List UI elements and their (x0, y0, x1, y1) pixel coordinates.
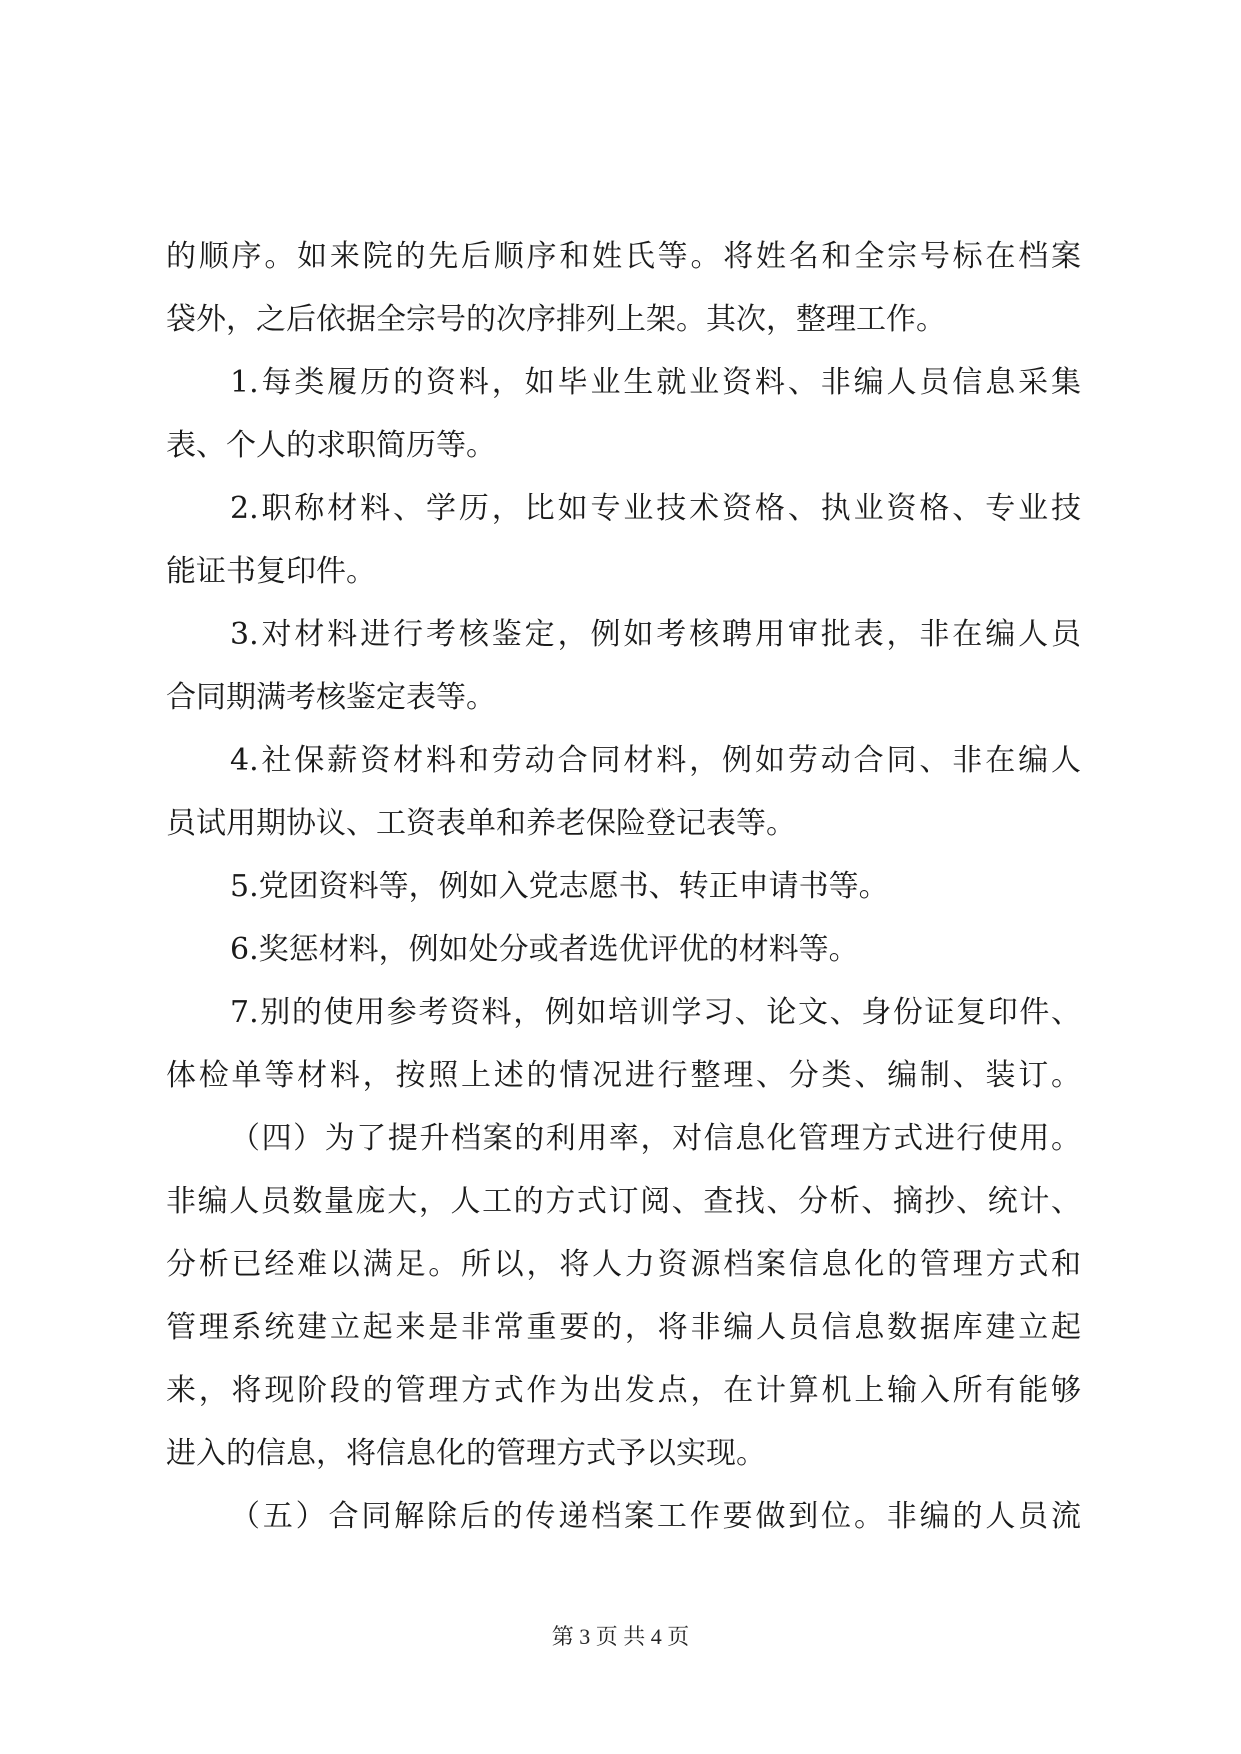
text-line: 能证书复印件。 (166, 554, 376, 589)
list-item-1: 1.每类履历的资料，如毕业生就业资料、非编人员信息采集 (230, 365, 1081, 400)
text-line: 袋外，之后依据全宗号的次序排列上架。其次，整理工作。 (166, 302, 946, 337)
list-item-4: 4.社保薪资材料和劳动合同材料，例如劳动合同、非在编人 (230, 743, 1081, 778)
list-item-2: 2.职称材料、学历，比如专业技术资格、执业资格、专业技 (230, 491, 1081, 526)
text-line: 分析已经难以满足。所以，将人力资源档案信息化的管理方式和 (166, 1247, 1081, 1282)
text-line: 体检单等材料，按照上述的情况进行整理、分类、编制、装订。 (166, 1058, 1081, 1093)
text-line: 管理系统建立起来是非常重要的，将非编人员信息数据库建立起 (166, 1310, 1081, 1345)
text-line: 表、个人的求职简历等。 (166, 428, 496, 463)
text-line: 合同期满考核鉴定表等。 (166, 680, 496, 715)
section-heading-5: （五）合同解除后的传递档案工作要做到位。非编的人员流 (230, 1499, 1081, 1534)
text-line: 非编人员数量庞大，人工的方式订阅、查找、分析、摘抄、统计、 (166, 1184, 1081, 1219)
text-line: 的顺序。如来院的先后顺序和姓氏等。将姓名和全宗号标在档案 (166, 239, 1081, 274)
list-item-5: 5.党团资料等，例如入党志愿书、转正申请书等。 (230, 869, 889, 904)
section-heading-4: （四）为了提升档案的利用率，对信息化管理方式进行使用。 (230, 1121, 1081, 1156)
text-line: 进入的信息，将信息化的管理方式予以实现。 (166, 1436, 766, 1471)
list-item-3: 3.对材料进行考核鉴定，例如考核聘用审批表，非在编人员 (230, 617, 1081, 652)
text-line: 员试用期协议、工资表单和养老保险登记表等。 (166, 806, 796, 841)
page-footer: 第 3 页 共 4 页 (551, 1624, 690, 1649)
list-item-7: 7.别的使用参考资料，例如培训学习、论文、身份证复印件、 (230, 995, 1081, 1030)
list-item-6: 6.奖惩材料，例如处分或者选优评优的材料等。 (230, 932, 859, 967)
document-body (166, 225, 1081, 1548)
text-line: 来，将现阶段的管理方式作为出发点，在计算机上输入所有能够 (166, 1373, 1081, 1408)
